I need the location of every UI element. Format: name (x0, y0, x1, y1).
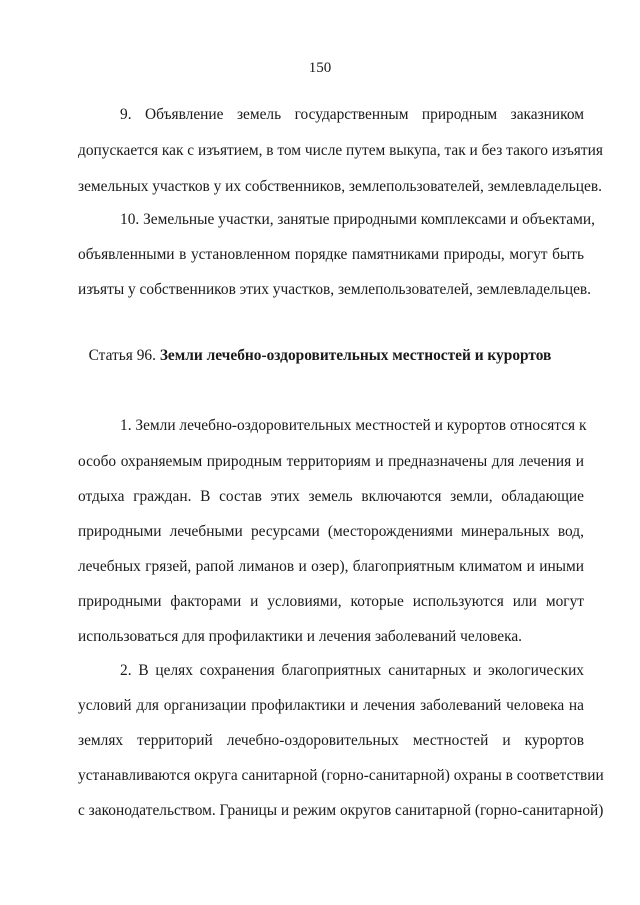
paragraph-line: с законодательством. Границы и режим округов санитарной (горно-санитарной) (78, 802, 604, 819)
paragraph-line: условий для организации профилактики и лечения заболеваний человека на (78, 697, 584, 714)
page-number: 150 (308, 60, 332, 76)
paragraph-line: природными факторами и условиями, которые используются или могут (78, 593, 584, 610)
article-number: Статья 96. (88, 347, 156, 364)
paragraph-line: особо охраняемым природным территориям и предназначены для лечения и (78, 453, 584, 470)
paragraph-line: земельных участков у их собственников, землепользователей, землевладельцев. (78, 178, 602, 195)
paragraph-line: объявленными в установленном порядке памятниками природы, могут быть (78, 246, 584, 263)
paragraph-line: допускается как с изъятием, в том числе путем выкупа, так и без такого изъятия (78, 142, 603, 159)
paragraph-line: использоваться для профилактики и лечения заболеваний человека. (78, 628, 523, 645)
paragraph-line: изъяты у собственников этих участков, землепользователей, землевладельцев. (78, 281, 592, 298)
article-title: Земли лечебно-оздоровительных местностей и курортов (159, 347, 552, 364)
paragraph-line: землях территорий лечебно-оздоровительных местностей и курортов (78, 732, 584, 749)
paragraph-line: 1. Земли лечебно-оздоровительных местностей и курортов относятся к (120, 417, 587, 434)
paragraph-line: 2. В целях сохранения благоприятных санитарных и экологических (120, 662, 584, 679)
paragraph-line: 10. Земельные участки, занятые природными комплексами и объектами, (120, 211, 595, 228)
paragraph-line: природными лечебными ресурсами (месторождениями минеральных вод, (78, 523, 584, 540)
paragraph-line: устанавливаются округа санитарной (горно-санитарной) охраны в соответствии (78, 767, 604, 784)
paragraph-line: 9. Объявление земель государственным природным заказником (120, 106, 584, 123)
paragraph-line: лечебных грязей, рапой лиманов и озер), благоприятным климатом и иными (78, 558, 584, 575)
paragraph-line: отдыха граждан. В состав этих земель включаются земли, обладающие (78, 488, 584, 505)
article-heading (0, 346, 640, 366)
